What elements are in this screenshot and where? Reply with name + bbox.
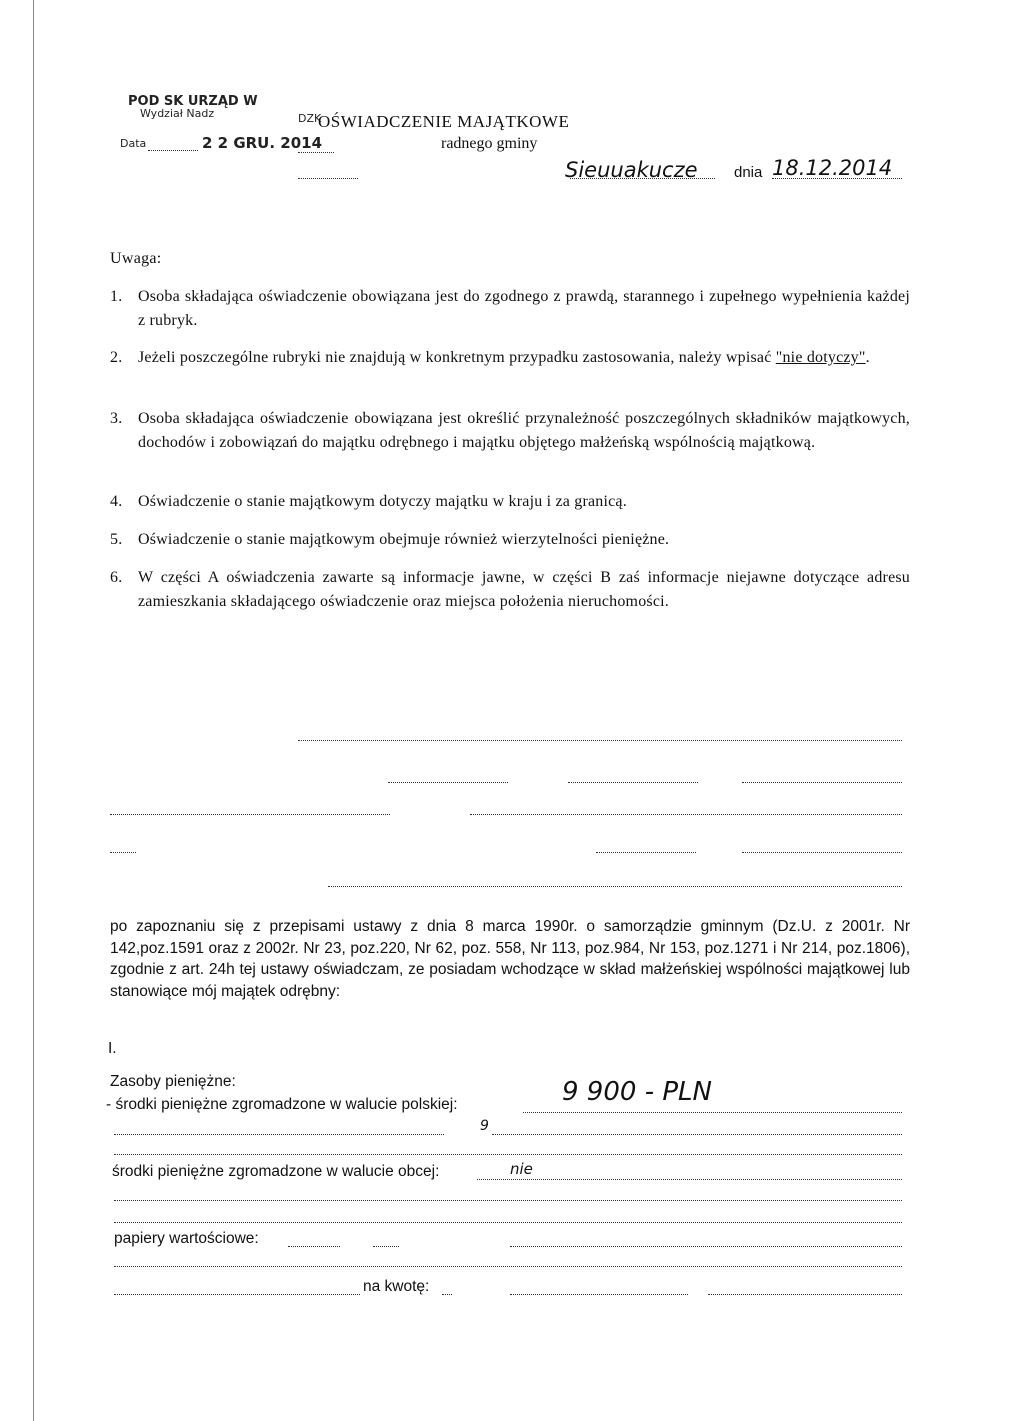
pln-label: - środki pieniężne zgromadzone w walucie polskiej: (106, 1096, 458, 1113)
fill-line (114, 1222, 902, 1223)
note-number: 1. (110, 288, 123, 305)
declaration-text: po zapoznaniu się z przepisami ustawy z dnia 8 marca 1990r. o samorządzie gminnym (Dz.U. z 2001r. Nr 142,poz.1591 oraz z 2002r. Nr 23, poz.220, Nr 62, poz. 558, Nr 113, poz.984, Nr 153, poz.1271 i Nr 214, poz.1806), zgodnie z art. 24h tej ustawy oświadczam, ze posiadam wchodzące w skład małżeńskiej wspólności majątkowej lub stanowiące mój majątek odrębny: (110, 918, 910, 1000)
date-handwritten: 18.12.2014 (772, 156, 893, 180)
note-text: Oświadczenie o stanie majątkowym dotyczy majątku w kraju i za granicą. (138, 493, 627, 510)
fill-line (114, 1200, 902, 1201)
fill-line (742, 852, 902, 853)
note-text-after: . (865, 349, 870, 366)
fill-line (492, 1134, 902, 1135)
securities-dots (373, 1246, 399, 1247)
note-text-underlined: "nie dotyczy" (775, 349, 866, 366)
date-label: dnia (734, 164, 763, 181)
pln-value-handwritten: 9 900 - PLN (562, 1077, 712, 1107)
fill-line (328, 886, 902, 887)
fill-line (470, 814, 902, 815)
securities-label: papiery wartościowe: (114, 1230, 259, 1247)
stamp-line-2: Wydział Nadz (140, 107, 215, 120)
fill-line (114, 1134, 444, 1135)
place-dots (570, 178, 715, 179)
fill-line (298, 740, 902, 741)
fill-line (114, 1154, 902, 1155)
foreign-value-handwritten: nie (510, 1160, 533, 1178)
document-subtitle: radnego gminy (441, 135, 538, 152)
amount-dots-left (114, 1294, 360, 1295)
stamp-date-dots (148, 150, 198, 151)
stamp-line-1: POD SK URZĄD W (128, 94, 258, 109)
document-title: OŚWIADCZENIE MAJĄTKOWE (318, 112, 570, 131)
stamp-dots-lower (298, 178, 358, 179)
amount-dots (442, 1294, 452, 1295)
note-number: 4. (110, 493, 123, 510)
fill-line (568, 782, 698, 783)
place-handwritten: Sieuuakucze (565, 158, 698, 182)
note-item-6 (110, 566, 910, 614)
note-number: 3. (110, 410, 123, 427)
note-text: Osoba składająca oświadczenie obowiązana jest określić przynależność poszczególnych składników majątkowych, dochodów i zobowiązań do majątku odrębnego i majątku objętego małżeńską wspólnością majątkową. (138, 410, 910, 451)
section-roman: I. (108, 1040, 117, 1057)
note-item-3 (110, 407, 910, 455)
note-text-main: Jeżeli poszczególne rubryki nie znajdują w konkretnym przypadku zastosowania, należy wpisać (138, 349, 772, 366)
notes-heading: Uwaga: (110, 250, 162, 267)
scan-fold-line (33, 0, 34, 1421)
fill-line (388, 782, 508, 783)
note-text (138, 346, 910, 370)
fill-line (114, 1266, 902, 1267)
note-item-4 (110, 490, 910, 514)
securities-dots (510, 1246, 902, 1247)
securities-dots (288, 1246, 340, 1247)
note-item-5 (110, 528, 910, 552)
note-item-2 (110, 346, 910, 370)
amount-dots (510, 1294, 688, 1295)
note-item-1 (110, 285, 910, 333)
stamp-dots-right (298, 152, 334, 153)
note-text: Oświadczenie o stanie majątkowym obejmuje również wierzytelności pieniężne. (138, 531, 670, 548)
pln-mark-handwritten: 9 (480, 1118, 489, 1134)
note-text: W części A oświadczenia zawarte są informacje jawne, w części B zaś informacje niejawne dotyczące adresu zamieszkania składającego oświadczenie oraz miejsca położenia nieruchomości. (138, 569, 910, 610)
note-number: 5. (110, 531, 123, 548)
note-number: 6. (110, 569, 123, 586)
foreign-dots (477, 1179, 902, 1180)
fill-line (110, 814, 390, 815)
date-dots (772, 178, 902, 179)
fill-line (596, 852, 696, 853)
stamp-date-label: Data (120, 137, 147, 150)
stamp-date-value: 2 2 GRU. 2014 (202, 134, 323, 152)
foreign-label: środki pieniężne zgromadzone w walucie obcej: (112, 1163, 440, 1180)
fill-line (742, 782, 902, 783)
amount-label: na kwotę: (363, 1278, 430, 1295)
note-text: Osoba składająca oświadczenie obowiązana jest do zgodnego z prawdą, starannego i zupełnego wypełnienia każdej z rubryk. (138, 288, 910, 329)
cash-heading: Zasoby pieniężne: (110, 1073, 236, 1090)
note-number: 2. (110, 349, 123, 366)
fill-line (110, 852, 136, 853)
amount-dots (708, 1294, 902, 1295)
stamp-cut-fragment: DZK (298, 112, 322, 125)
pln-dots (523, 1112, 902, 1113)
